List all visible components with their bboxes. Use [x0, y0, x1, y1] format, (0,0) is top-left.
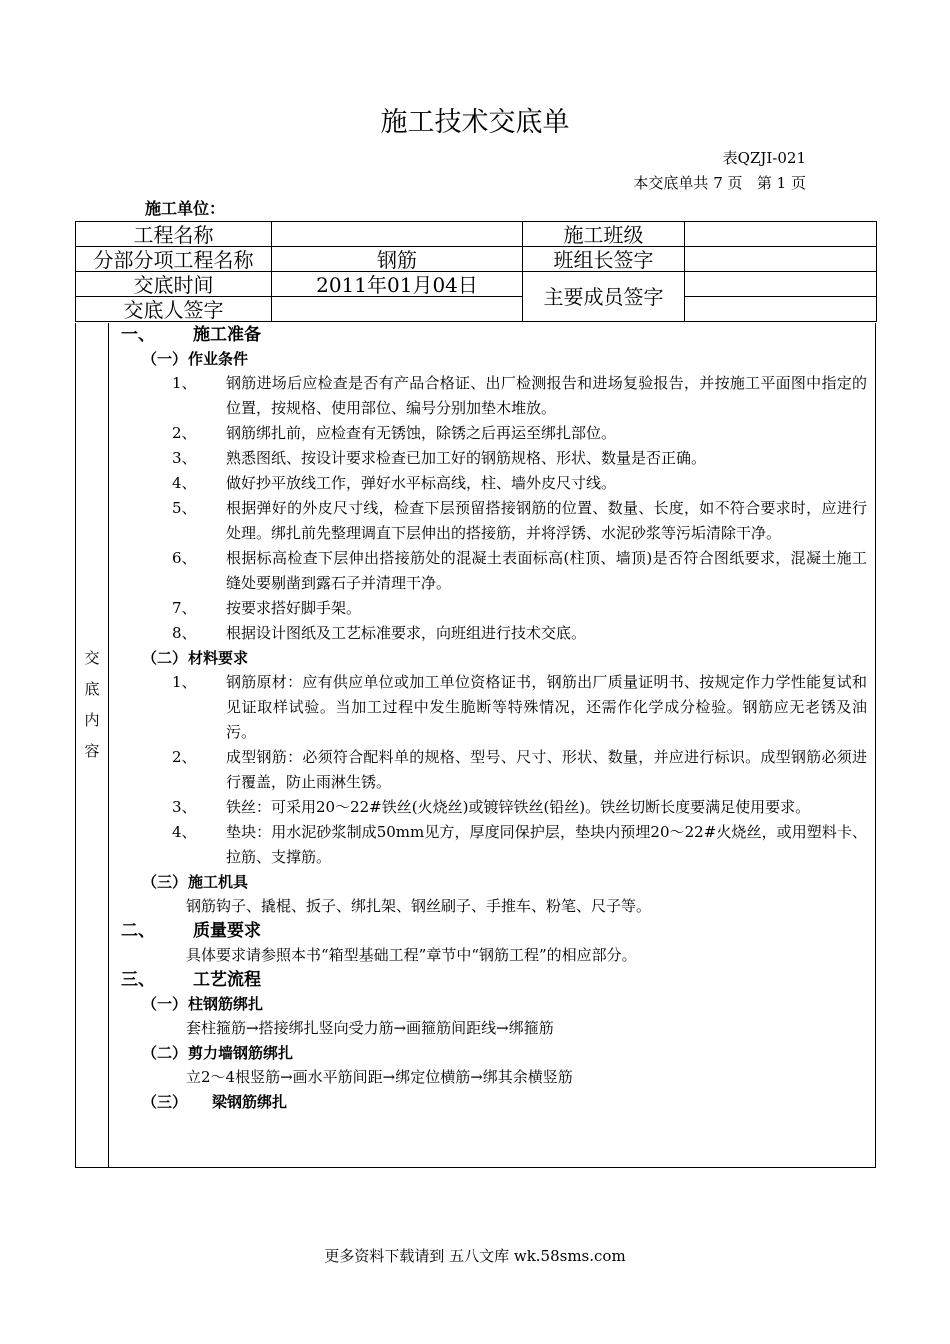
list-item: 4、 垫块：用水泥砂浆制成50mm见方，厚度同保护层，垫块内预埋20～22#火烧丝，或用塑料卡、拉筋、支撑筋。	[172, 823, 867, 866]
list-item: 1、 钢筋原材：应有供应单位或加工单位资格证书，钢筋出厂质量证明书、按规定作力学性能复试和见证取样试验。当加工过程中发生脆断等特殊情况，还需作化学成分检验。钢筋应无老锈及油污。	[172, 673, 867, 741]
project-name-label: 工程名称	[76, 222, 272, 247]
list-item: 6、 根据标高检查下层伸出搭接筋处的混凝土表面标高(柱顶、墙顶)是否符合图纸要求，混凝土施工缝处要剔凿到露石子并清理干净。	[172, 549, 867, 592]
list-item: 4、 做好抄平放线工作，弹好水平标高线，柱、墙外皮尺寸线。	[172, 474, 617, 492]
members-sign-value-2[interactable]	[685, 297, 877, 322]
leader-sign-value[interactable]	[685, 247, 877, 272]
team-label: 施工班级	[523, 222, 685, 247]
list-item: 3、 铁丝：可采用20～22#铁丝(火烧丝)或镀锌铁丝(铅丝)。铁丝切断长度要满足使用要求。	[172, 798, 811, 816]
content-body	[109, 323, 875, 1114]
paragraph: 具体要求请参照本书“箱型基础工程”章节中“钢筋工程”的相应部分。	[186, 946, 637, 964]
subsection-heading: （一）作业条件	[142, 350, 249, 368]
leader-sign-label: 班组长签字	[523, 247, 685, 272]
members-sign-label: 主要成员签字	[523, 272, 685, 322]
subsection-heading: （二）材料要求	[142, 649, 249, 667]
list-item: 2、 成型钢筋：必须符合配料单的规格、型号、尺寸、形状、数量，并应进行标识。成型钢筋必须进行覆盖，防止雨淋生锈。	[172, 748, 867, 791]
members-sign-value-1[interactable]	[685, 272, 877, 297]
page-info: 本交底单共 7 页 第 1 页	[633, 174, 806, 192]
section-heading: 二、 质量要求	[121, 921, 261, 941]
list-item: 1、 钢筋进场后应检查是否有产品合格证、出厂检测报告和进场复验报告，并按施工平面图中指定的位置，按规格、使用部位、编号分别加垫木堆放。	[172, 374, 867, 417]
list-item: 8、 根据设计图纸及工艺标准要求，向班组进行技术交底。	[172, 624, 587, 642]
paragraph: 钢筋钩子、撬棍、扳子、绑扎架、钢丝刷子、手推车、粉笔、尺子等。	[186, 897, 652, 915]
subproject-label: 分部分项工程名称	[76, 247, 272, 272]
form-code: 表QZJI-021	[722, 149, 806, 167]
section-heading: 一、 施工准备	[121, 325, 261, 345]
project-name-value[interactable]	[272, 222, 523, 247]
paragraph: 立2～4根竖筋→画水平筋间距→绑定位横筋→绑其余横竖筋	[186, 1068, 573, 1086]
time-value: 2011年01月04日	[272, 272, 523, 297]
subsection-heading: （三）施工机具	[142, 873, 249, 891]
subsection-heading: （一）柱钢筋绑扎	[142, 995, 264, 1013]
list-item: 5、 根据弹好的外皮尺寸线，检查下层预留搭接钢筋的位置、数量、长度，如不符合要求时，应进行处理。绑扎前先整理调直下层伸出的搭接筋，并将浮锈、水泥砂浆等污垢清除干净。	[172, 499, 867, 542]
side-column	[76, 323, 109, 1167]
side-label: 交 底 内 容	[84, 649, 100, 760]
team-value[interactable]	[685, 222, 877, 247]
header-table	[75, 221, 877, 322]
paragraph: 套柱箍筋→搭接绑扎竖向受力筋→画箍筋间距线→绑箍筋	[186, 1019, 554, 1037]
list-item: 7、 按要求搭好脚手架。	[172, 599, 362, 617]
construction-unit-label: 施工单位：	[145, 199, 226, 218]
list-item: 2、 钢筋绑扎前，应检查有无锈蚀，除锈之后再运至绑扎部位。	[172, 424, 617, 442]
subproject-value: 钢筋	[272, 247, 523, 272]
section-heading: 三、 工艺流程	[121, 970, 261, 990]
presenter-sign-label: 交底人签字	[76, 297, 272, 322]
footer-text: 更多资料下载请到 五八文库 wk.58sms.com	[324, 1247, 626, 1265]
list-item: 3、 熟悉图纸、按设计要求检查已加工好的钢筋规格、形状、数量是否正确。	[172, 449, 707, 467]
time-label: 交底时间	[76, 272, 272, 297]
subsection-heading: （三） 梁钢筋绑扎	[142, 1093, 288, 1111]
presenter-sign-value[interactable]	[272, 297, 523, 322]
content-box	[75, 323, 876, 1168]
page-title: 施工技术交底单	[380, 107, 570, 138]
subsection-heading: （二）剪力墙钢筋绑扎	[142, 1044, 294, 1062]
